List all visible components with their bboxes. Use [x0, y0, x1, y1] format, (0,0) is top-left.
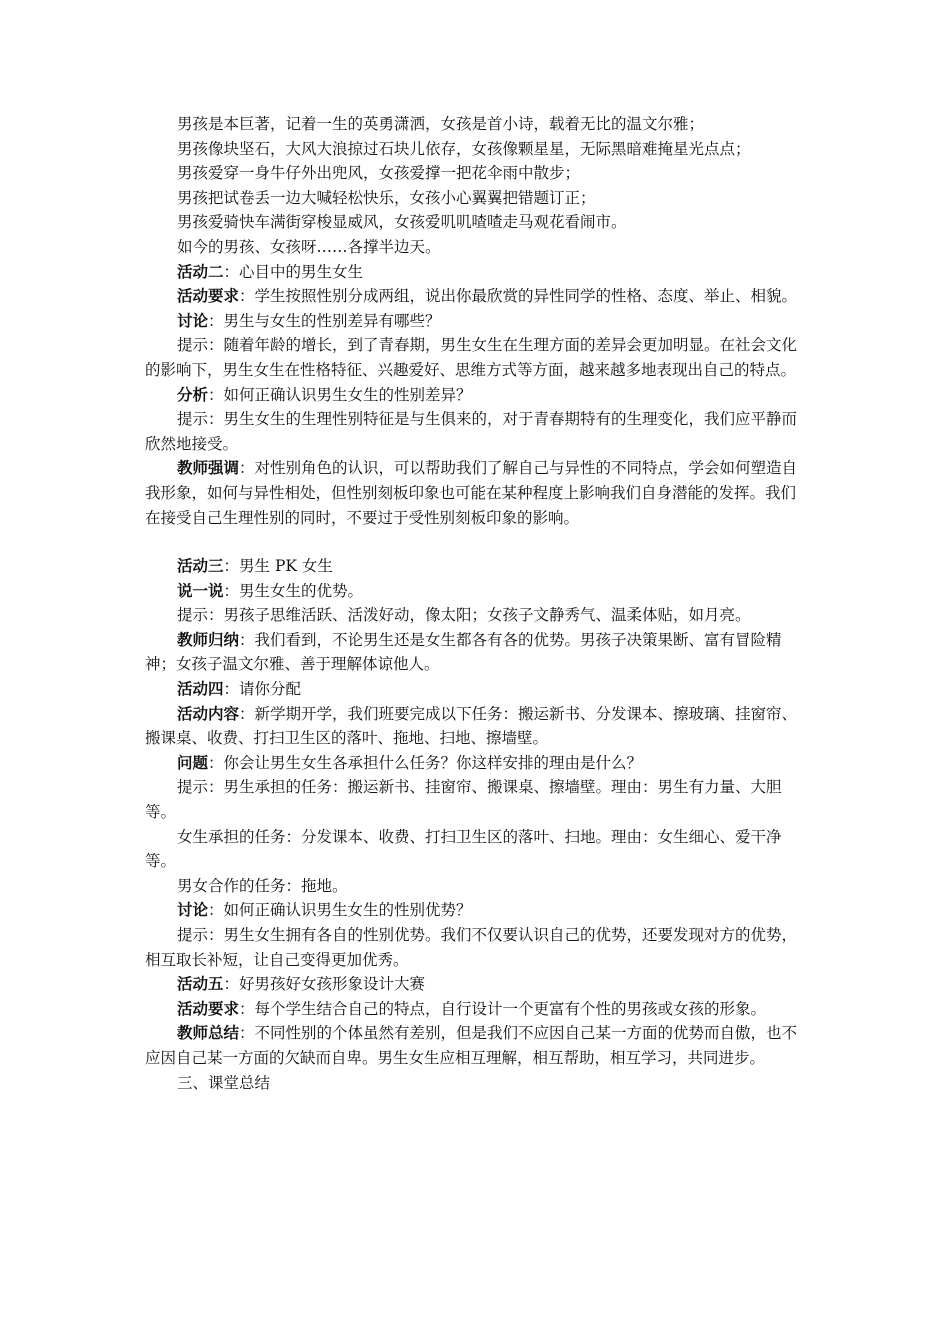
paragraph-label: 教师总结: [177, 1023, 240, 1043]
section-activities-three-to-five: [145, 554, 810, 1095]
paragraph-text: ：学生按照性别分成两组，说出你最欣赏的异性同学的性格、态度、举止、相貌。: [239, 287, 798, 306]
paragraph-text: 提示：男孩子思维活跃、活泼好动，像太阳；女孩子文静秀气、温柔体贴，如月亮。: [177, 606, 751, 625]
paragraph-label: 活动要求: [177, 998, 240, 1018]
poem: [145, 112, 810, 260]
paragraph: [145, 874, 810, 899]
poem-line: 男孩把试卷丢一边大喊轻松快乐，女孩小心翼翼把错题订正；: [177, 188, 596, 207]
paragraph: [145, 997, 810, 1022]
paragraph-text: ：如何正确认识男生女生的性别差异？: [208, 385, 472, 404]
paragraph: [145, 309, 810, 334]
paragraph-text: ：我们看到，不论男生还是女生都各有各的优势。男孩子决策果断、富有冒险精神；女孩子温文尔雅、善于理解体谅他人。: [145, 630, 782, 674]
paragraph-text: ：请你分配: [223, 680, 302, 699]
paragraph: [145, 333, 810, 382]
section-activity-two: [145, 260, 810, 531]
paragraph: [145, 628, 810, 677]
paragraph-text: ：男生与女生的性别差异有哪些？: [208, 311, 441, 330]
paragraph-label: 活动四: [177, 679, 224, 699]
paragraph-text: 提示：男生女生的生理性别特征是与生俱来的，对于青春期特有的生理变化，我们应平静而欣然地接受。: [145, 410, 798, 453]
paragraph-text: ：男生女生的优势。: [223, 581, 364, 600]
paragraph-label: 讨论: [177, 310, 209, 330]
paragraph-label: 活动内容: [177, 703, 240, 723]
paragraph-text: 提示：随着年龄的增长，到了青春期，男生女生在生理方面的差异会更加明显。在社会文化的影响下，男生女生在性格特征、兴趣爱好、思维方式等方面，越来越多地表现出自己的特点。: [145, 336, 798, 379]
paragraph: [145, 260, 810, 285]
paragraph-label: 讨论: [177, 900, 209, 920]
paragraph-label: 教师归纳: [177, 629, 240, 649]
paragraph-label: 说一说: [177, 580, 224, 600]
paragraph-text: 提示：男生承担的任务：搬运新书、挂窗帘、搬课桌、擦墙壁。理由：男生有力量、大胆等。: [145, 778, 782, 822]
paragraph-label: 活动二: [177, 261, 224, 281]
paragraph: [145, 554, 810, 579]
paragraph-text: 三、课堂总结: [177, 1073, 271, 1092]
paragraph-text: ：每个学生结合自己的特点，自行设计一个更富有个性的男孩或女孩的形象。: [239, 999, 767, 1018]
paragraph-text: ：不同性别的个体虽然有差别，但是我们不应因自己某一方面的优势而自傲，也不应因自己某一方面的欠缺而自卑。男生女生应相互理解，相互帮助，相互学习，共同进步。: [145, 1024, 798, 1067]
poem-line: 男孩爱穿一身牛仔外出兜风，女孩爱撑一把花伞雨中散步；: [177, 164, 581, 183]
section-heading: [145, 1071, 810, 1096]
paragraph-text: ：如何正确认识男生女生的性别优势？: [208, 901, 472, 920]
paragraph-label: 问题: [177, 752, 209, 772]
paragraph: [145, 407, 810, 456]
document-page: [145, 112, 810, 1095]
paragraph-label: 教师强调: [177, 458, 240, 478]
paragraph-text: ：心目中的男生女生: [223, 262, 364, 281]
paragraph: [145, 383, 810, 408]
paragraph: [145, 579, 810, 604]
paragraph-text: ：新学期开学，我们班要完成以下任务：搬运新书、分发课本、擦玻璃、挂窗帘、搬课桌、收费、打扫卫生区的落叶、拖地、扫地、擦墙壁。: [145, 704, 798, 748]
paragraph-text: ：对性别角色的认识，可以帮助我们了解自己与异性的不同特点，学会如何塑造自我形象，如何与异性相处，但性别刻板印象也可能在某种程度上影响我们自身潜能的发挥。我们在接受自己生理性别的同时，不要过于受性别刻板印象的影响。: [145, 459, 798, 527]
paragraph: [145, 677, 810, 702]
paragraph: [145, 1021, 810, 1070]
paragraph-label: 活动五: [177, 974, 224, 994]
paragraph: [145, 825, 810, 874]
section-gap: [145, 530, 810, 554]
paragraph: [145, 284, 810, 309]
paragraph: [145, 603, 810, 628]
paragraph-text: ：你会让男生女生各承担什么任务？你这样安排的理由是什么？: [208, 753, 643, 772]
paragraph-label: 活动要求: [177, 286, 240, 306]
paragraph: [145, 775, 810, 824]
paragraph-label: 活动三: [177, 556, 224, 576]
paragraph: [145, 972, 810, 997]
paragraph: [145, 751, 810, 776]
paragraph-label: 分析: [177, 384, 209, 404]
paragraph-text: 提示：男生女生拥有各自的性别优势。我们不仅要认识自己的优势，还要发现对方的优势，相互取长补短，让自己变得更加优秀。: [145, 926, 798, 969]
poem-line: 男孩像块坚石，大风大浪掠过石块儿依存，女孩像颗星星，无际黑暗难掩星光点点；: [177, 139, 751, 158]
paragraph-text: 女生承担的任务：分发课本、收费、打扫卫生区的落叶、扫地。理由：女生细心、爱干净等。: [145, 827, 782, 871]
paragraph-text: ：男生 PK 女生: [223, 557, 333, 576]
paragraph: [145, 702, 810, 751]
paragraph: [145, 456, 810, 530]
poem-line: 如今的男孩、女孩呀……各撑半边天。: [177, 237, 441, 256]
poem-line: 男孩是本巨著，记着一生的英勇潇洒，女孩是首小诗，载着无比的温文尔雅；: [177, 115, 705, 133]
paragraph-text: 男女合作的任务：拖地。: [177, 876, 348, 895]
paragraph-text: ：好男孩好女孩形象设计大赛: [223, 975, 426, 994]
paragraph: [145, 923, 810, 972]
poem-line: 男孩爱骑快车满街穿梭显威风，女孩爱叽叽喳喳走马观花看闹市。: [177, 213, 627, 232]
paragraph: [145, 898, 810, 923]
